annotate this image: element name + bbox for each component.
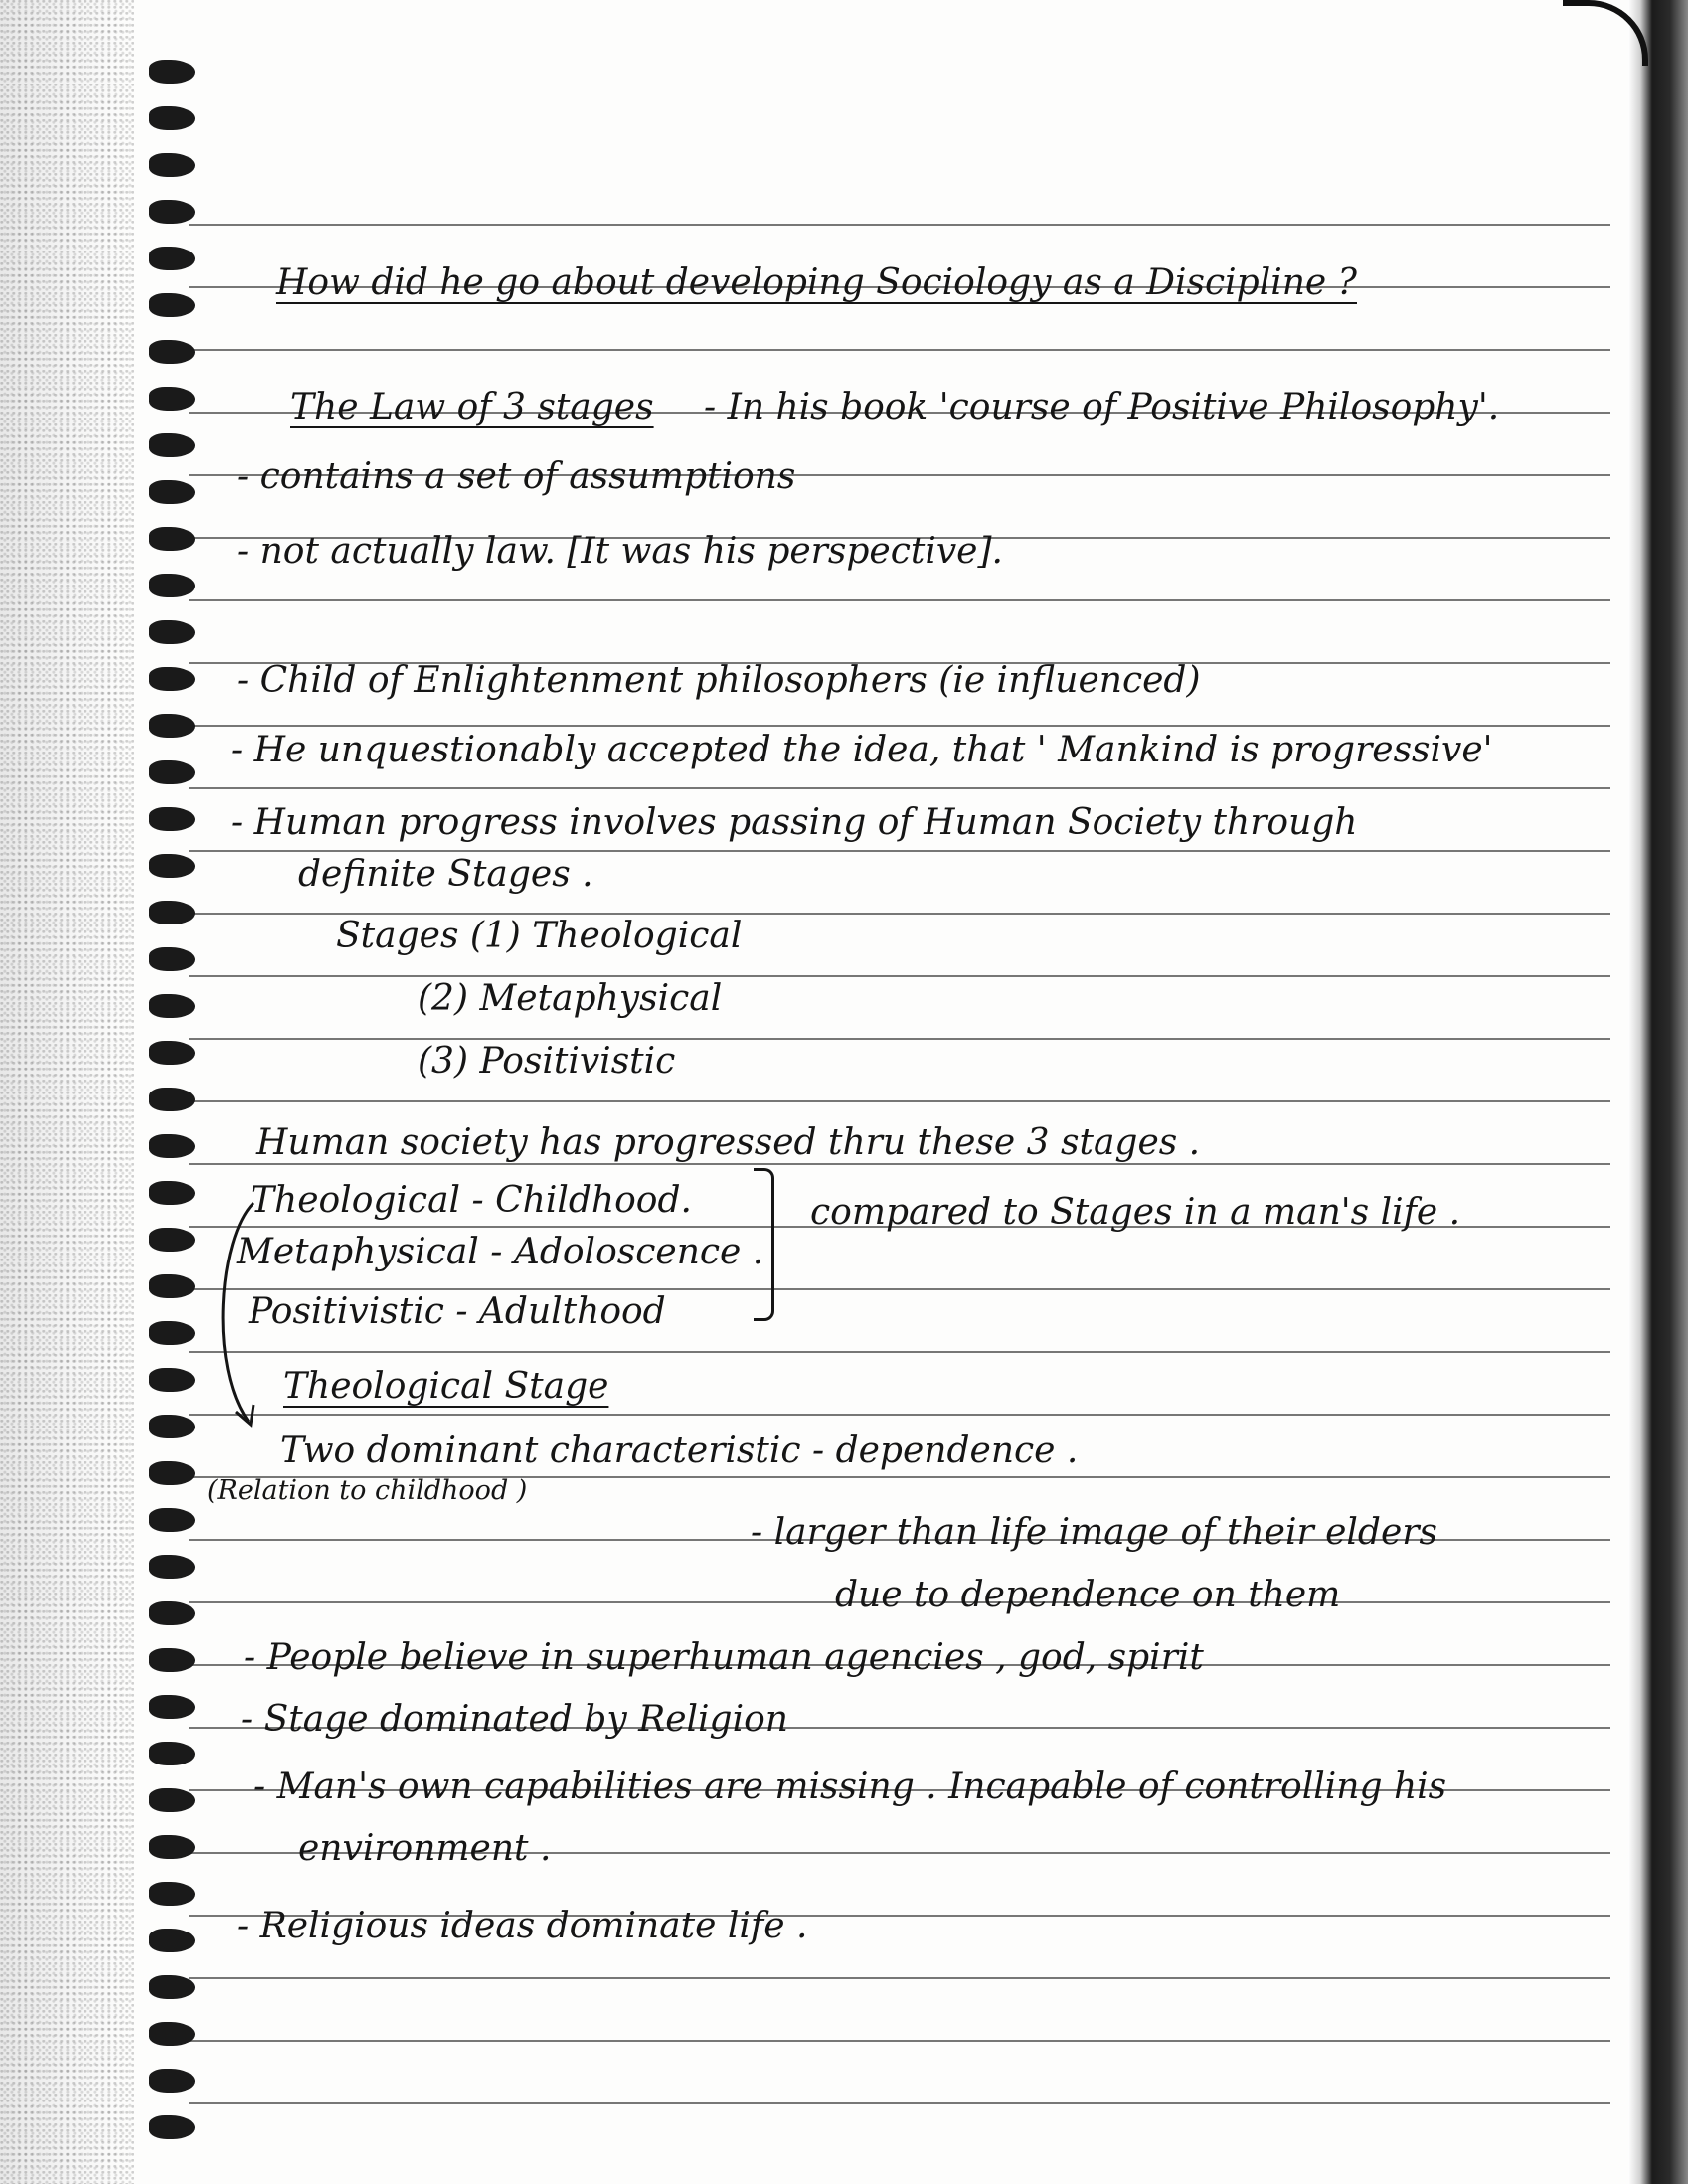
heading: How did he go about developing Sociology as a Discipline ? xyxy=(276,262,1357,303)
binding-hole xyxy=(149,854,195,878)
binding-hole xyxy=(149,1742,195,1765)
ruled-line xyxy=(189,2102,1610,2104)
binding-hole xyxy=(149,1695,195,1719)
binding-hole xyxy=(149,1508,195,1532)
note-people: - People believe in superhuman agencies , god, spirit xyxy=(244,1637,1204,1678)
note-assumptions: - contains a set of assumptions xyxy=(237,456,796,497)
binding-hole xyxy=(149,714,195,738)
binding-hole xyxy=(149,2115,195,2139)
note-not-law: - not actually law. [It was his perspective]. xyxy=(237,531,1003,572)
stage-2: (2) Metaphysical xyxy=(418,978,723,1019)
binding-hole xyxy=(149,1415,195,1438)
binding-hole xyxy=(149,1228,195,1252)
law-title: The Law of 3 stages xyxy=(290,387,654,427)
ruled-line xyxy=(189,1414,1610,1416)
binding-hole xyxy=(149,387,195,411)
binding-hole xyxy=(149,1882,195,1906)
theological-stage-title: Theological Stage xyxy=(283,1366,609,1407)
page-edge-shadow xyxy=(1628,0,1688,2184)
binding-hole xyxy=(149,807,195,831)
ruled-line xyxy=(189,1351,1610,1353)
note-due: due to dependence on them xyxy=(835,1575,1341,1615)
binding-hole xyxy=(149,200,195,224)
ruled-line xyxy=(189,725,1610,727)
note-progressed: Human society has progressed thru these 3 stages . xyxy=(256,1122,1201,1163)
ruled-line xyxy=(189,913,1610,915)
binding-hole xyxy=(149,1088,195,1111)
note-two-dominant: Two dominant characteristic - dependence . xyxy=(280,1430,1079,1471)
binding-hole xyxy=(149,1975,195,1999)
note-relation: (Relation to childhood ) xyxy=(207,1475,528,1506)
binding-hole xyxy=(149,1555,195,1579)
note-environment: environment . xyxy=(298,1828,552,1869)
binding-hole xyxy=(149,1835,195,1859)
binding-hole xyxy=(149,106,195,130)
binding-hole xyxy=(149,1461,195,1485)
bracket xyxy=(754,1168,774,1321)
ruled-line xyxy=(189,599,1610,601)
ruled-line xyxy=(189,1038,1610,1040)
note-religious: - Religious ideas dominate life . xyxy=(237,1906,808,1946)
binding-hole xyxy=(149,667,195,691)
stage-3: (3) Positivistic xyxy=(418,1041,676,1082)
binding-hole xyxy=(149,293,195,317)
note-definite: definite Stages . xyxy=(298,854,593,895)
binding-hole xyxy=(149,2022,195,2046)
map-metaphysical: Metaphysical - Adoloscence . xyxy=(237,1232,764,1272)
binding-hole xyxy=(149,1321,195,1345)
ruled-line xyxy=(189,787,1610,789)
binding-hole xyxy=(149,1181,195,1205)
note-compared: compared to Stages in a man's life . xyxy=(810,1192,1461,1233)
arrow-curve xyxy=(214,1198,273,1436)
binding-hole xyxy=(149,1929,195,1952)
binding-hole xyxy=(149,620,195,644)
stage-1: Stages (1) Theological xyxy=(336,916,743,956)
law-description: - In his book 'course of Positive Philosophy'. xyxy=(704,387,1500,427)
binding-hole xyxy=(149,1134,195,1158)
map-positivistic: Positivistic - Adulthood xyxy=(249,1291,666,1332)
ruled-line xyxy=(189,224,1610,226)
binding-hole xyxy=(149,153,195,177)
ruled-line xyxy=(189,1163,1610,1165)
note-child: - Child of Enlightenment philosophers (ie influenced) xyxy=(237,660,1201,701)
ruled-line xyxy=(189,1100,1610,1102)
binding-hole xyxy=(149,340,195,364)
ruled-line xyxy=(189,850,1610,852)
binding-hole xyxy=(149,527,195,551)
ruled-line xyxy=(189,349,1610,351)
binding-hole xyxy=(149,1601,195,1625)
binding-hole xyxy=(149,1788,195,1812)
binding-hole xyxy=(149,760,195,784)
map-theological: Theological - Childhood. xyxy=(251,1180,692,1221)
ruled-line xyxy=(189,1977,1610,1979)
note-unquestion: - He unquestionably accepted the idea, that ' Mankind is progressive' xyxy=(231,730,1493,770)
binding-hole xyxy=(149,1274,195,1298)
note-larger: - larger than life image of their elders xyxy=(751,1512,1437,1553)
scan-edge xyxy=(0,0,134,2184)
binding-hole xyxy=(149,947,195,971)
binding-hole xyxy=(149,574,195,597)
binding-hole xyxy=(149,60,195,84)
binding-hole xyxy=(149,433,195,457)
note-mans: - Man's own capabilities are missing . Incapable of controlling his xyxy=(253,1766,1447,1807)
ruled-line xyxy=(189,2040,1610,2042)
binding-hole xyxy=(149,1041,195,1065)
binding-hole xyxy=(149,2069,195,2093)
binding-hole xyxy=(149,480,195,504)
note-progress: - Human progress involves passing of Human Society through xyxy=(231,802,1358,843)
binding-hole xyxy=(149,1368,195,1392)
binding-hole xyxy=(149,247,195,270)
note-dominated: - Stage dominated by Religion xyxy=(241,1699,788,1740)
binding-hole xyxy=(149,994,195,1018)
ruled-line xyxy=(189,1288,1610,1290)
ruled-line xyxy=(189,975,1610,977)
binding-hole xyxy=(149,901,195,924)
binding-hole xyxy=(149,1648,195,1672)
